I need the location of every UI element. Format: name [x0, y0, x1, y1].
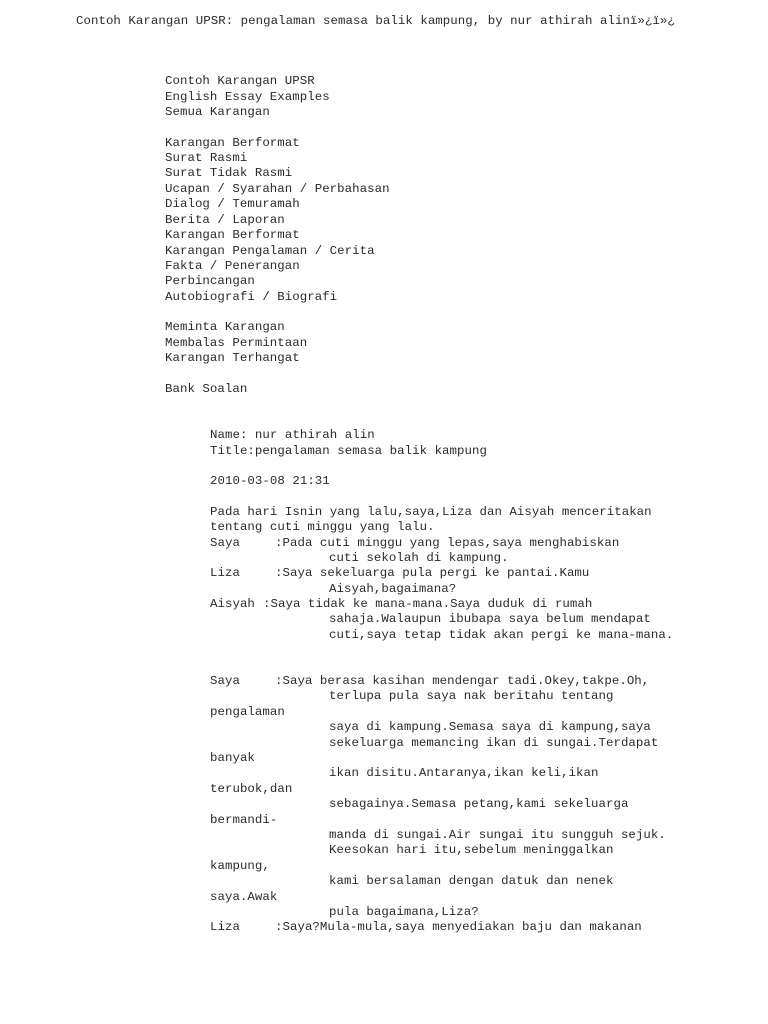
dialog-speaker: Saya — [210, 674, 240, 688]
essay-intro-line: tentang cuti minggu yang lalu. — [210, 520, 435, 534]
dialog-line: manda di sungai.Air sungai itu sungguh sejuk. — [329, 828, 666, 842]
dialog-line: cuti,saya tetap tidak akan pergi ke mana-mana. — [329, 628, 674, 642]
nav-link-fakta-penerangan[interactable]: Fakta / Penerangan — [165, 259, 300, 273]
dialog-speaker: Liza — [210, 566, 240, 580]
nav-link-membalas-permintaan[interactable]: Membalas Permintaan — [165, 336, 308, 350]
nav-link-surat-tidak-rasmi[interactable]: Surat Tidak Rasmi — [165, 166, 293, 180]
document-header: Contoh Karangan UPSR: pengalaman semasa balik kampung, by nur athirah alinï»¿ï»¿ — [76, 14, 675, 28]
nav-link-bank-soalan[interactable]: Bank Soalan — [165, 382, 248, 396]
nav-link-karangan-terhangat[interactable]: Karangan Terhangat — [165, 351, 300, 365]
dialog-speaker: Aisyah — [210, 597, 255, 611]
dialog-speaker: Saya — [210, 536, 240, 550]
dialog-wrap-word: terubok,dan — [210, 782, 293, 796]
dialog-wrap-word: pengalaman — [210, 705, 285, 719]
nav-link-karangan-pengalaman[interactable]: Karangan Pengalaman / Cerita — [165, 244, 375, 258]
nav-link-meminta-karangan[interactable]: Meminta Karangan — [165, 320, 285, 334]
dialog-line: saya di kampung.Semasa saya di kampung,saya — [329, 720, 651, 734]
dialog-line: :Pada cuti minggu yang lepas,saya menghabiskan — [275, 536, 620, 550]
essay-author: Name: nur athirah alin — [210, 428, 375, 442]
dialog-speaker: Liza — [210, 920, 240, 934]
dialog-line: ikan disitu.Antaranya,ikan keli,ikan — [329, 766, 599, 780]
dialog-wrap-word: bermandi- — [210, 813, 278, 827]
dialog-line: sahaja.Walaupun ibubapa saya belum mendapat — [329, 612, 651, 626]
essay-intro-line: Pada hari Isnin yang lalu,saya,Liza dan Aisyah menceritakan — [210, 505, 652, 519]
nav-link-karangan-berformat-2[interactable]: Karangan Berformat — [165, 228, 300, 242]
nav-link-autobiografi[interactable]: Autobiografi / Biografi — [165, 290, 338, 304]
essay-title: Title:pengalaman semasa balik kampung — [210, 444, 487, 458]
dialog-wrap-word: kampung, — [210, 859, 270, 873]
dialog-line: sebagainya.Semasa petang,kami sekeluarga — [329, 797, 629, 811]
dialog-line: :Saya?Mula-mula,saya menyediakan baju dan makanan — [275, 920, 642, 934]
nav-link-perbincangan[interactable]: Perbincangan — [165, 274, 255, 288]
dialog-line: :Saya sekeluarga pula pergi ke pantai.Kamu — [275, 566, 590, 580]
nav-link-surat-rasmi[interactable]: Surat Rasmi — [165, 151, 248, 165]
essay-datetime: 2010-03-08 21:31 — [210, 474, 330, 488]
dialog-line: kami bersalaman dengan datuk dan nenek — [329, 874, 614, 888]
dialog-line: Aisyah,bagaimana? — [329, 582, 457, 596]
nav-link-english-essay-examples[interactable]: English Essay Examples — [165, 90, 330, 104]
nav-link-semua-karangan[interactable]: Semua Karangan — [165, 105, 270, 119]
dialog-wrap-word: banyak — [210, 751, 255, 765]
dialog-line: :Saya berasa kasihan mendengar tadi.Okey,takpe.Oh, — [275, 674, 650, 688]
dialog-line: :Saya tidak ke mana-mana.Saya duduk di rumah — [263, 597, 593, 611]
dialog-line: cuti sekolah di kampung. — [329, 551, 509, 565]
nav-link-dialog-temuramah[interactable]: Dialog / Temuramah — [165, 197, 300, 211]
nav-link-contoh-karangan-upsr[interactable]: Contoh Karangan UPSR — [165, 74, 315, 88]
nav-link-berita-laporan[interactable]: Berita / Laporan — [165, 213, 285, 227]
dialog-line: Keesokan hari itu,sebelum meninggalkan — [329, 843, 614, 857]
nav-link-karangan-berformat[interactable]: Karangan Berformat — [165, 136, 300, 150]
dialog-line: terlupa pula saya nak beritahu tentang — [329, 689, 614, 703]
nav-link-ucapan-syarahan[interactable]: Ucapan / Syarahan / Perbahasan — [165, 182, 390, 196]
dialog-line: pula bagaimana,Liza? — [329, 905, 479, 919]
dialog-line: sekeluarga memancing ikan di sungai.Terdapat — [329, 736, 659, 750]
dialog-wrap-word: saya.Awak — [210, 890, 278, 904]
